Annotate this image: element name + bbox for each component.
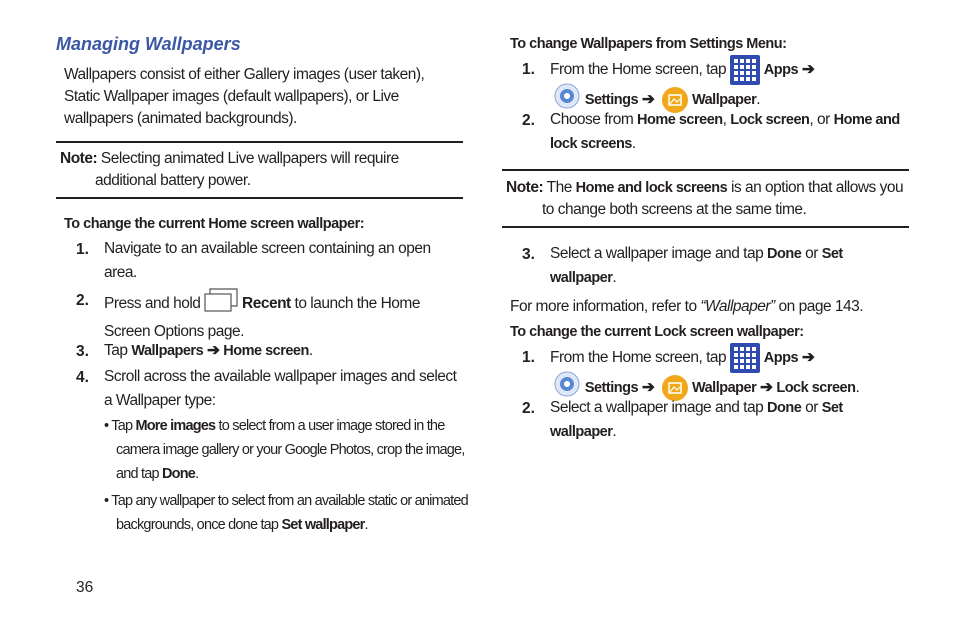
step-text: Choose from [550,111,634,128]
reference-line [510,296,863,318]
option-home-screen: Home screen [637,112,723,128]
more-images-label: More images [135,418,216,434]
period: . [612,269,617,286]
bullet-item-more-images [104,414,465,486]
settings-step-3 [550,242,843,290]
note-bold: Home and lock screens [575,180,728,196]
wallpaper-label: wallpaper [550,424,613,440]
bullet-text: camera image gallery or your Google Photos, crop the image, [116,442,465,458]
subheading-lock: To change the current Lock screen wallpaper: [510,324,804,340]
step-number: 1. [76,241,89,258]
step-text: or [805,399,818,416]
reference-text: on page 143. [778,298,864,315]
step-number: 4. [76,369,89,386]
arrow: ➔ [641,379,655,397]
apps-grid-icon [730,55,760,85]
option-lock-screen: Lock screen [730,112,810,128]
step-text: Select a wallpaper image and tap [550,399,764,416]
period: . [631,135,636,152]
subheading-home: To change the current Home screen wallpaper: [64,216,365,232]
note-text-line2: to change both screens at the same time. [542,201,807,218]
page-number: 36 [76,579,94,596]
intro-line: Static Wallpaper images (default wallpapers), or Live [64,88,399,105]
wallpaper-label: Wallpaper [691,380,757,397]
bullet-dot: • [104,418,109,434]
step-number: 1. [522,349,535,366]
bullet-text: Tap [111,418,133,434]
arrow: ➔ [801,349,815,367]
arrow: ➔ [206,342,220,359]
recent-apps-icon [204,288,238,320]
step-number: 3. [76,343,89,360]
step-number: 2. [76,292,89,309]
menu-item-home-screen: Home screen [223,343,309,359]
note-text: The [546,179,572,196]
step-text: area. [104,264,137,281]
arrow: ➔ [760,379,773,397]
step-4 [104,365,456,413]
note-bottom-rule [56,197,463,199]
lock-step-1 [550,343,859,398]
arrow: ➔ [641,91,655,109]
recent-label: Recent [242,295,291,313]
step-text: From the Home screen, tap [550,61,727,79]
settings-step-1 [550,55,814,110]
bullet-text: to select from a user image stored in the [218,418,445,434]
step-1 [104,237,431,285]
step-text: Scroll across the available wallpaper images and select [104,368,457,385]
period: . [195,466,199,482]
lock-step-2 [550,396,843,444]
note-box-right [506,177,903,221]
period: . [612,423,617,440]
apps-label: Apps [763,62,799,79]
bullet-item-any-wallpaper [104,489,468,537]
step-text: Tap [104,342,128,359]
step-2 [104,288,420,344]
option-home-and-lock: Home and [833,112,900,128]
done-label: Done [767,400,802,416]
comma: , [722,111,727,128]
settings-step-2 [550,108,900,156]
done-label: Done [162,466,196,482]
step-text: Screen Options page. [104,323,244,340]
step-text: to launch the Home [294,295,420,313]
step-text: a Wallpaper type: [104,392,216,409]
set-wallpaper-label: Set wallpaper [281,517,365,533]
step-text: Navigate to an available screen containing an open [104,240,431,257]
settings-label: Settings [584,92,639,109]
settings-label: Settings [584,380,639,397]
step-text: , or [809,111,830,128]
step-text: Select a wallpaper image and tap [550,245,764,262]
apps-label: Apps [763,350,799,367]
period: . [364,517,368,533]
step-text: From the Home screen, tap [550,349,727,367]
note-label: Note: [60,150,98,167]
wallpaper-label: wallpaper [550,270,613,286]
bullet-dot: • [104,493,109,509]
note-label: Note: [506,179,544,196]
bullet-text: backgrounds, once done tap [116,517,279,533]
note-text-line2: additional battery power. [95,172,251,189]
bullet-text: Tap any wallpaper to select from an available static or animated [111,493,468,509]
step-3 [104,339,313,363]
note-bottom-rule [502,226,909,228]
wallpaper-label: Wallpaper [691,92,757,109]
arrow: ➔ [801,61,815,79]
lock-screen-label: Lock screen [776,380,856,397]
note-top-rule [56,141,463,143]
section-heading: Managing Wallpapers [56,34,241,54]
step-number: 1. [522,61,535,78]
apps-grid-icon [730,343,760,373]
intro-line: Wallpapers consist of either Gallery images (user taken), [64,66,425,83]
period: . [855,379,860,397]
bullet-text: and tap [116,466,159,482]
note-box [60,148,399,192]
option-home-and-lock-cont: lock screens [550,136,632,152]
step-number: 3. [522,246,535,263]
period: . [756,91,761,109]
done-label: Done [767,246,802,262]
intro-paragraph [64,64,424,130]
step-number: 2. [522,112,535,129]
note-top-rule [502,169,909,171]
set-label: Set [821,246,843,262]
note-text: Selecting animated Live wallpapers will require [100,150,399,167]
step-number: 2. [522,400,535,417]
step-text: Press and hold [104,295,201,313]
step-text: or [805,245,818,262]
subheading-settings: To change Wallpapers from Settings Menu: [510,36,787,52]
reference-text: For more information, refer to [510,298,697,315]
period: . [308,342,313,359]
reference-link[interactable]: “Wallpaper” [700,298,775,315]
set-label: Set [821,400,843,416]
menu-item-wallpapers: Wallpapers [131,343,204,359]
note-text: is an option that allows you [730,179,904,196]
intro-line: wallpapers (animated backgrounds). [64,110,297,127]
